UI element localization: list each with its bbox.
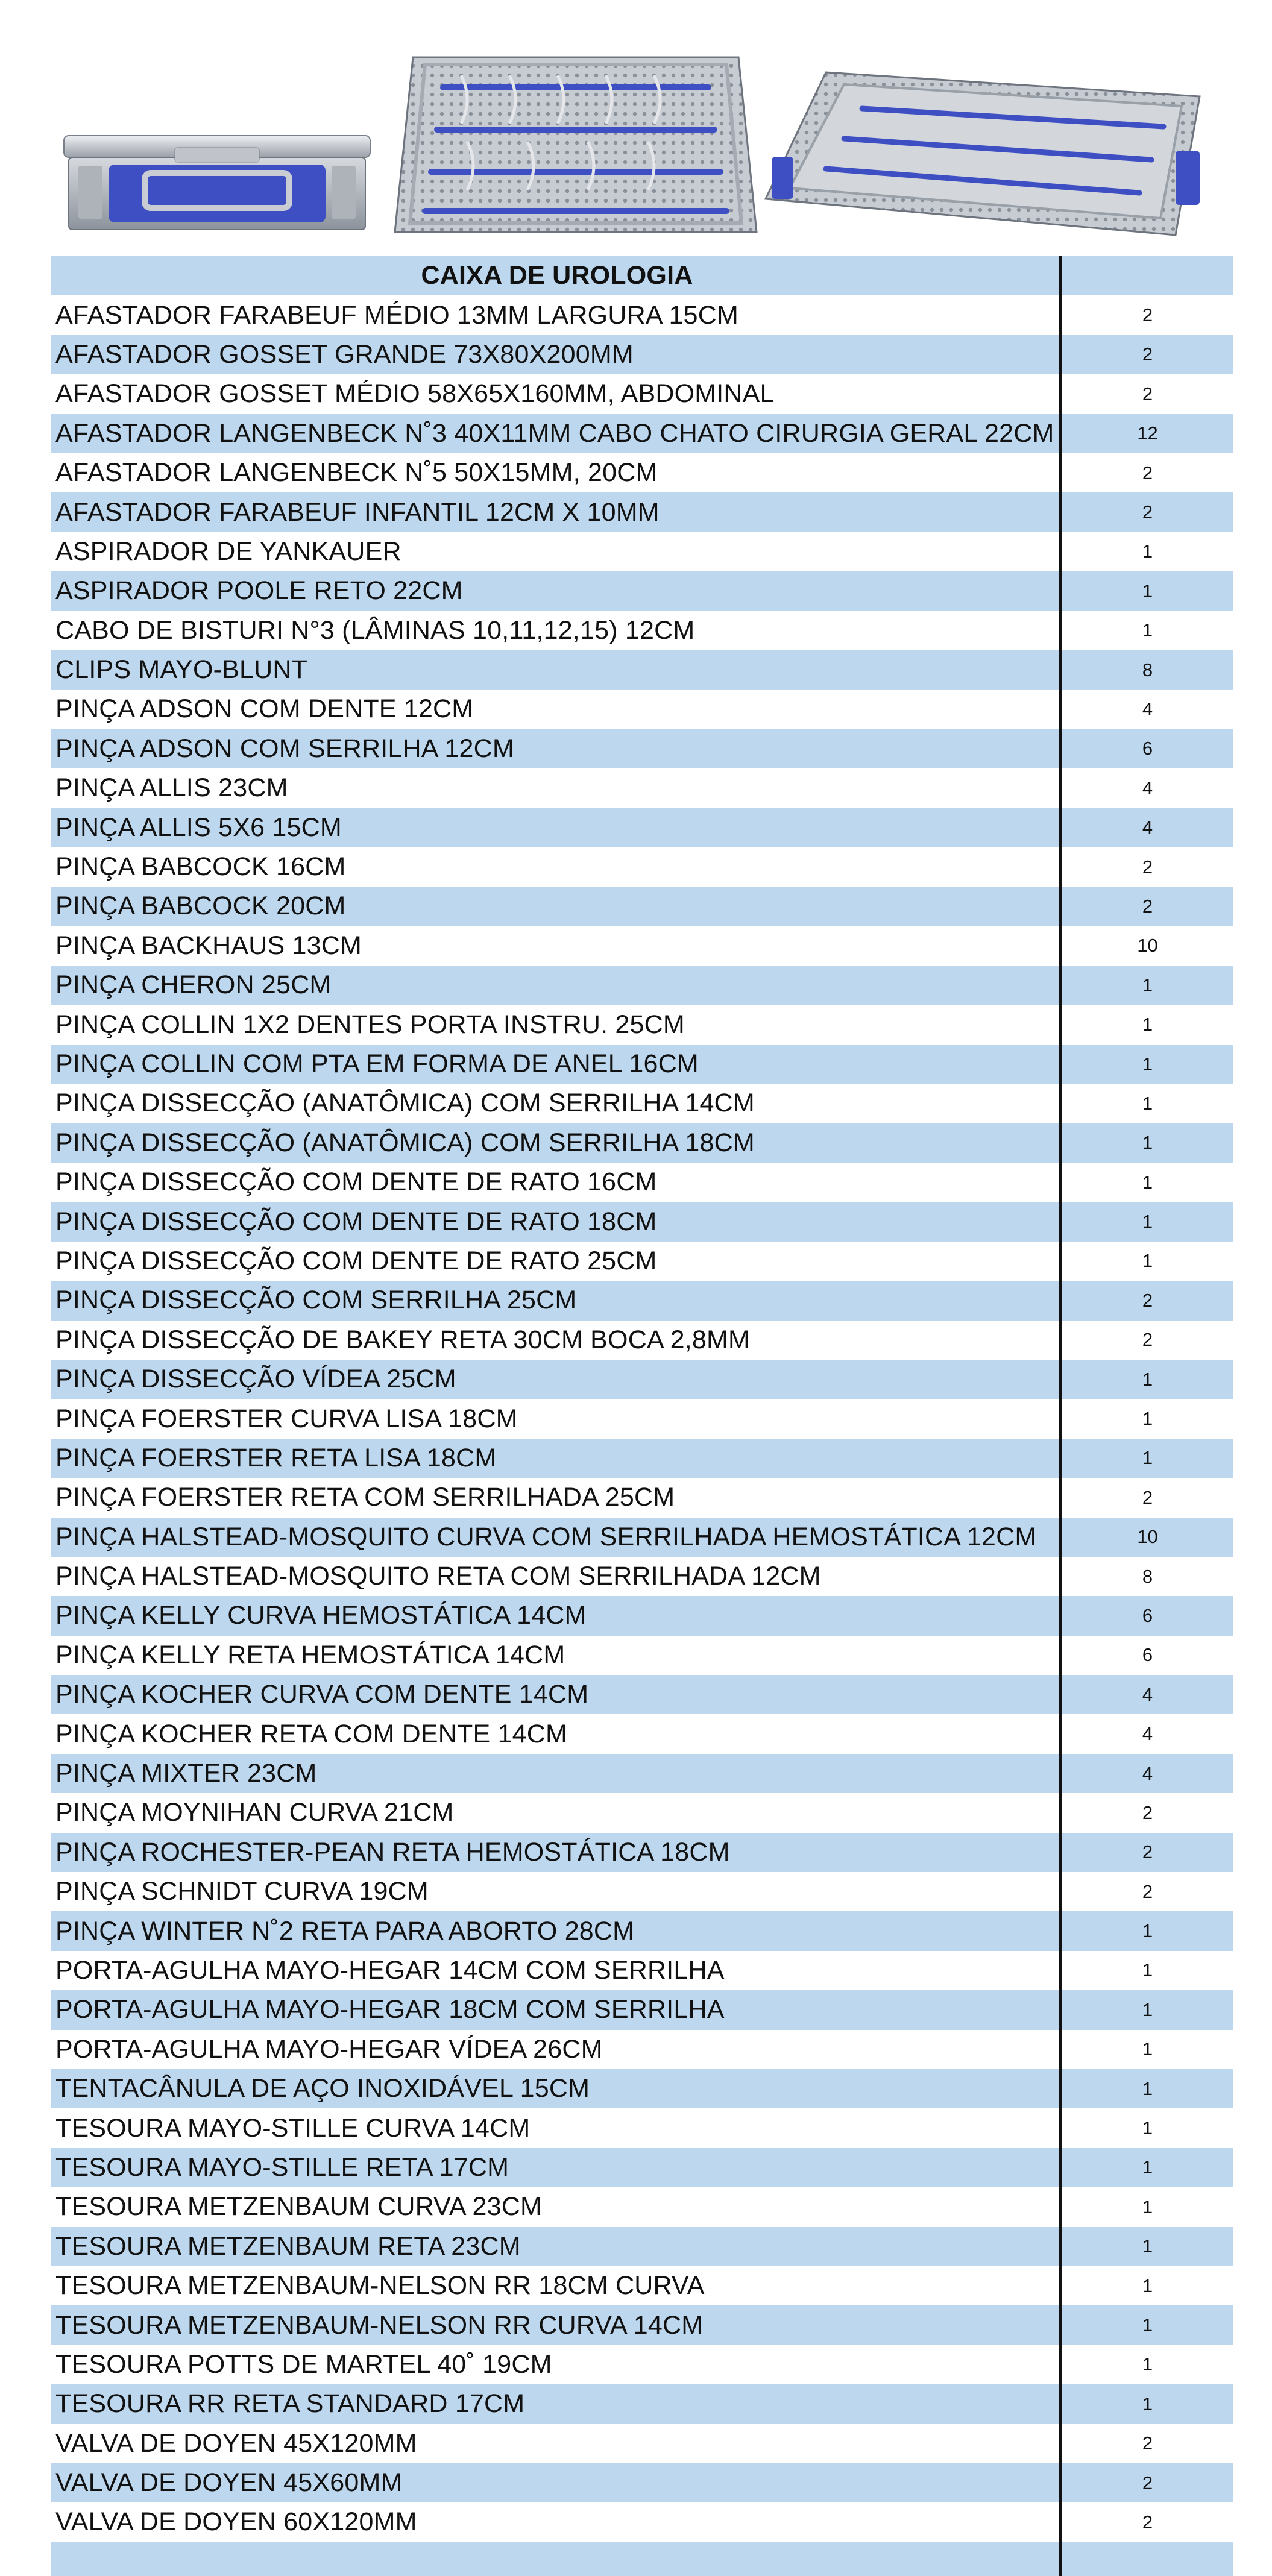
table-row [51, 2030, 1233, 2069]
instrument-quantity: 2 [1059, 847, 1233, 887]
table-row [51, 1754, 1233, 1793]
table-row [51, 1045, 1233, 1084]
instrument-name: PINÇA DISSECÇÃO COM DENTE DE RATO 25CM [55, 1246, 657, 1275]
footer-qty-cell [1059, 2542, 1233, 2576]
table-row [51, 1675, 1233, 1714]
instrument-quantity: 1 [1059, 1990, 1233, 2029]
instrument-quantity: 1 [1059, 1045, 1233, 1084]
instrument-name: PINÇA MIXTER 23CM [55, 1759, 317, 1788]
table-row [51, 1399, 1233, 1438]
instrument-name: PINÇA SCHNIDT CURVA 19CM [55, 1877, 429, 1906]
table-row [51, 1123, 1233, 1163]
instrument-name: VALVA DE DOYEN 45X60MM [55, 2468, 403, 2498]
instrument-quantity: 2 [1059, 2502, 1233, 2542]
table-row [51, 571, 1233, 611]
table-row [51, 2502, 1233, 2542]
instrument-quantity: 1 [1059, 1911, 1233, 1950]
table-row [51, 1596, 1233, 1635]
tray-photo-strip [0, 0, 1272, 247]
table-row [51, 2266, 1233, 2305]
instrument-name: PINÇA HALSTEAD-MOSQUITO RETA COM SERRILHADA 12CM [55, 1562, 821, 1591]
instrument-quantity: 2 [1059, 1321, 1233, 1360]
instrument-quantity: 2 [1059, 1833, 1233, 1872]
table-row [51, 2187, 1233, 2226]
instrument-quantity: 4 [1059, 1675, 1233, 1714]
instrument-name: ASPIRADOR DE YANKAUER [55, 536, 401, 566]
instrument-name: PINÇA KELLY CURVA HEMOSTÁTICA 14CM [55, 1601, 587, 1630]
instrument-quantity: 2 [1059, 2424, 1233, 2463]
instrument-quantity: 1 [1059, 1123, 1233, 1163]
instrument-name: AFASTADOR LANGENBECK N˚3 40X11MM CABO CHATO CIRURGIA GERAL 22CM [55, 418, 1054, 448]
instrument-quantity: 4 [1059, 768, 1233, 808]
table-row [51, 1163, 1233, 1202]
instrument-quantity: 1 [1059, 1163, 1233, 1202]
instrument-quantity: 1 [1059, 1202, 1233, 1241]
table-title-qty [1059, 256, 1233, 295]
instrument-name: TESOURA METZENBAUM-NELSON RR 18CM CURVA [55, 2271, 705, 2301]
instrument-name: TESOURA METZENBAUM RETA 23CM [55, 2231, 521, 2261]
instrument-quantity: 1 [1059, 2305, 1233, 2345]
table-row [51, 1990, 1233, 2029]
instrument-name: TESOURA MAYO-STILLE CURVA 14CM [55, 2113, 531, 2143]
instrument-name: PINÇA ADSON COM DENTE 12CM [55, 694, 474, 724]
instrument-name: TESOURA METZENBAUM CURVA 23CM [55, 2192, 543, 2222]
table-row [51, 926, 1233, 966]
table-row [51, 2227, 1233, 2266]
instrument-quantity: 10 [1059, 1518, 1233, 1557]
instrument-name: PINÇA COLLIN COM PTA EM FORMA DE ANEL 16CM [55, 1049, 699, 1078]
instrument-quantity: 1 [1059, 2108, 1233, 2147]
instrument-name: AFASTADOR LANGENBECK N˚5 50X15MM, 20CM [55, 458, 658, 488]
instrument-name: PINÇA DISSECÇÃO COM DENTE DE RATO 16CM [55, 1167, 657, 1197]
instrument-name: PORTA-AGULHA MAYO-HEGAR 18CM COM SERRILHA [55, 1995, 725, 2025]
table-row [51, 1478, 1233, 1517]
table-row [51, 2384, 1233, 2424]
instrument-quantity: 8 [1059, 650, 1233, 690]
table-row [51, 729, 1233, 768]
instrument-name: PINÇA BABCOCK 16CM [55, 852, 346, 882]
table-row [51, 1714, 1233, 1753]
instrument-quantity: 1 [1059, 1242, 1233, 1281]
instrument-name: CLIPS MAYO-BLUNT [55, 655, 308, 685]
table-row [51, 1360, 1233, 1399]
table-row [51, 1281, 1233, 1320]
instrument-name: PINÇA FOERSTER RETA LISA 18CM [55, 1443, 497, 1472]
instrument-quantity: 1 [1059, 1084, 1233, 1123]
table-row [51, 768, 1233, 808]
instrument-quantity: 1 [1059, 2069, 1233, 2108]
instrument-name: PORTA-AGULHA MAYO-HEGAR VÍDEA 26CM [55, 2034, 603, 2064]
closed-sterilization-container-image [60, 130, 374, 238]
instrument-name: PINÇA DISSECÇÃO COM DENTE DE RATO 18CM [55, 1207, 657, 1236]
instrument-quantity: 12 [1059, 414, 1233, 453]
table-row [51, 847, 1233, 887]
instrument-quantity: 1 [1059, 2227, 1233, 2266]
table-row [51, 1951, 1233, 1990]
open-instrument-tray-image [389, 51, 763, 238]
instrument-quantity: 1 [1059, 1360, 1233, 1399]
instrument-name: PINÇA KOCHER RETA COM DENTE 14CM [55, 1719, 568, 1748]
instrument-quantity: 4 [1059, 690, 1233, 729]
instrument-name: PINÇA KELLY RETA HEMOSTÁTICA 14CM [55, 1640, 565, 1670]
instrument-name: PINÇA KOCHER CURVA COM DENTE 14CM [55, 1680, 589, 1709]
instrument-name: AFASTADOR GOSSET MÉDIO 58X65X160MM, ABDOMINAL [55, 379, 775, 409]
table-footer-row [51, 2542, 1233, 2576]
instrument-quantity: 2 [1059, 453, 1233, 492]
instrument-quantity: 2 [1059, 295, 1233, 335]
table-row [51, 414, 1233, 453]
table-row [51, 808, 1233, 847]
instrument-quantity: 1 [1059, 2266, 1233, 2305]
instrument-quantity: 2 [1059, 1478, 1233, 1517]
instrument-quantity: 4 [1059, 1754, 1233, 1793]
instrument-quantity: 1 [1059, 1399, 1233, 1438]
instrument-name: ASPIRADOR POOLE RETO 22CM [55, 576, 463, 606]
instrument-name: PINÇA ALLIS 5X6 15CM [55, 812, 342, 842]
instrument-name: TESOURA METZENBAUM-NELSON RR CURVA 14CM [55, 2310, 704, 2340]
table-row [51, 2148, 1233, 2187]
table-row [51, 1321, 1233, 1360]
table-row [51, 2305, 1233, 2345]
instrument-name: TESOURA POTTS DE MARTEL 40˚ 19CM [55, 2349, 552, 2379]
instrument-quantity: 8 [1059, 1557, 1233, 1596]
table-row [51, 690, 1233, 729]
table-row [51, 2424, 1233, 2463]
table-row [51, 1557, 1233, 1596]
instrument-quantity: 2 [1059, 492, 1233, 532]
instrument-quantity: 2 [1059, 887, 1233, 926]
table-row [51, 2069, 1233, 2108]
instrument-inventory-table [51, 256, 1233, 2576]
table-row [51, 611, 1233, 650]
table-row [51, 1439, 1233, 1478]
instrument-quantity: 1 [1059, 2345, 1233, 2384]
table-row [51, 1911, 1233, 1950]
table-title: CAIXA DE UROLOGIA [421, 261, 693, 291]
table-row [51, 1084, 1233, 1123]
instrument-quantity: 6 [1059, 729, 1233, 768]
table-row [51, 2345, 1233, 2384]
instrument-name: PINÇA ROCHESTER-PEAN RETA HEMOSTÁTICA 18CM [55, 1837, 730, 1867]
instrument-name: AFASTADOR GOSSET GRANDE 73X80X200MM [55, 339, 634, 369]
table-row [51, 966, 1233, 1005]
instrument-quantity: 4 [1059, 808, 1233, 847]
instrument-name: PINÇA MOYNIHAN CURVA 21CM [55, 1798, 454, 1827]
instrument-quantity: 1 [1059, 2187, 1233, 2226]
table-row [51, 1242, 1233, 1281]
instrument-quantity: 2 [1059, 1872, 1233, 1911]
table-row [51, 453, 1233, 492]
instrument-quantity: 1 [1059, 2030, 1233, 2069]
table-row [51, 492, 1233, 532]
table-row [51, 650, 1233, 690]
table-row [51, 2108, 1233, 2147]
instrument-quantity: 2 [1059, 1281, 1233, 1320]
table-row [51, 1793, 1233, 1832]
instrument-quantity: 2 [1059, 1793, 1233, 1832]
instrument-quantity: 1 [1059, 1005, 1233, 1044]
instrument-quantity: 1 [1059, 571, 1233, 611]
table-row [51, 295, 1233, 335]
instrument-name: PINÇA BABCOCK 20CM [55, 891, 346, 921]
instrument-name: PINÇA ALLIS 23CM [55, 773, 288, 803]
table-row [51, 532, 1233, 571]
instrument-name: PINÇA DISSECÇÃO DE BAKEY RETA 30CM BOCA 2,8MM [55, 1325, 751, 1354]
table-row [51, 374, 1233, 413]
table-row [51, 1202, 1233, 1241]
instrument-name: VALVA DE DOYEN 45X120MM [55, 2428, 417, 2458]
instrument-name: PINÇA ADSON COM SERRILHA 12CM [55, 734, 514, 763]
table-row [51, 1005, 1233, 1044]
instrument-quantity: 1 [1059, 2384, 1233, 2424]
instrument-name: PINÇA FOERSTER CURVA LISA 18CM [55, 1404, 518, 1433]
table-row [51, 1636, 1233, 1675]
instrument-name: CABO DE BISTURI N°3 (LÂMINAS 10,11,12,15) 12CM [55, 615, 695, 645]
instrument-quantity: 6 [1059, 1596, 1233, 1635]
instrument-quantity: 2 [1059, 2463, 1233, 2502]
instrument-name: PINÇA DISSECÇÃO VÍDEA 25CM [55, 1365, 456, 1394]
table-row [51, 2463, 1233, 2502]
instrument-quantity: 4 [1059, 1714, 1233, 1753]
instrument-name: VALVA DE DOYEN 60X120MM [55, 2507, 417, 2537]
instrument-quantity: 1 [1059, 2148, 1233, 2187]
instrument-name: TENTACÂNULA DE AÇO INOXIDÁVEL 15CM [55, 2074, 590, 2103]
table-body [51, 295, 1233, 2542]
instrument-name: PINÇA BACKHAUS 13CM [55, 931, 362, 960]
instrument-quantity: 1 [1059, 1439, 1233, 1478]
instrument-name: PINÇA CHERON 25CM [55, 970, 332, 1000]
instrument-name: PINÇA WINTER N˚2 RETA PARA ABORTO 28CM [55, 1916, 635, 1946]
instrument-name: PINÇA HALSTEAD-MOSQUITO CURVA COM SERRILHADA HEMOSTÁTICA 12CM [55, 1522, 1037, 1551]
instrument-name: PINÇA COLLIN 1X2 DENTES PORTA INSTRU. 25CM [55, 1010, 685, 1039]
instrument-name: PINÇA FOERSTER RETA COM SERRILHADA 25CM [55, 1483, 675, 1512]
instrument-name: AFASTADOR FARABEUF INFANTIL 12CM X 10MM [55, 497, 660, 527]
instrument-name: TESOURA RR RETA STANDARD 17CM [55, 2389, 525, 2419]
table-row [51, 1833, 1233, 1872]
instrument-name: PINÇA DISSECÇÃO COM SERRILHA 25CM [55, 1286, 577, 1315]
instrument-name: PINÇA DISSECÇÃO (ANATÔMICA) COM SERRILHA 14CM [55, 1089, 755, 1118]
instrument-quantity: 1 [1059, 966, 1233, 1005]
instrument-name: TESOURA MAYO-STILLE RETA 17CM [55, 2152, 509, 2182]
instrument-quantity: 1 [1059, 532, 1233, 571]
instrument-name: PORTA-AGULHA MAYO-HEGAR 14CM COM SERRILHA [55, 1955, 725, 1985]
instrument-name: AFASTADOR FARABEUF MÉDIO 13MM LARGURA 15CM [55, 300, 738, 330]
table-row [51, 1518, 1233, 1557]
instrument-quantity: 1 [1059, 611, 1233, 650]
instrument-name: PINÇA DISSECÇÃO (ANATÔMICA) COM SERRILHA 18CM [55, 1128, 755, 1157]
instrument-quantity: 2 [1059, 335, 1233, 374]
table-row [51, 1872, 1233, 1911]
instrument-quantity: 1 [1059, 1951, 1233, 1990]
table-row [51, 887, 1233, 926]
instrument-quantity: 6 [1059, 1636, 1233, 1675]
table-row [51, 335, 1233, 374]
table-title-row [51, 256, 1233, 295]
instrument-quantity: 10 [1059, 926, 1233, 966]
instrument-quantity: 2 [1059, 374, 1233, 413]
angled-instrument-tray-image [754, 60, 1212, 241]
